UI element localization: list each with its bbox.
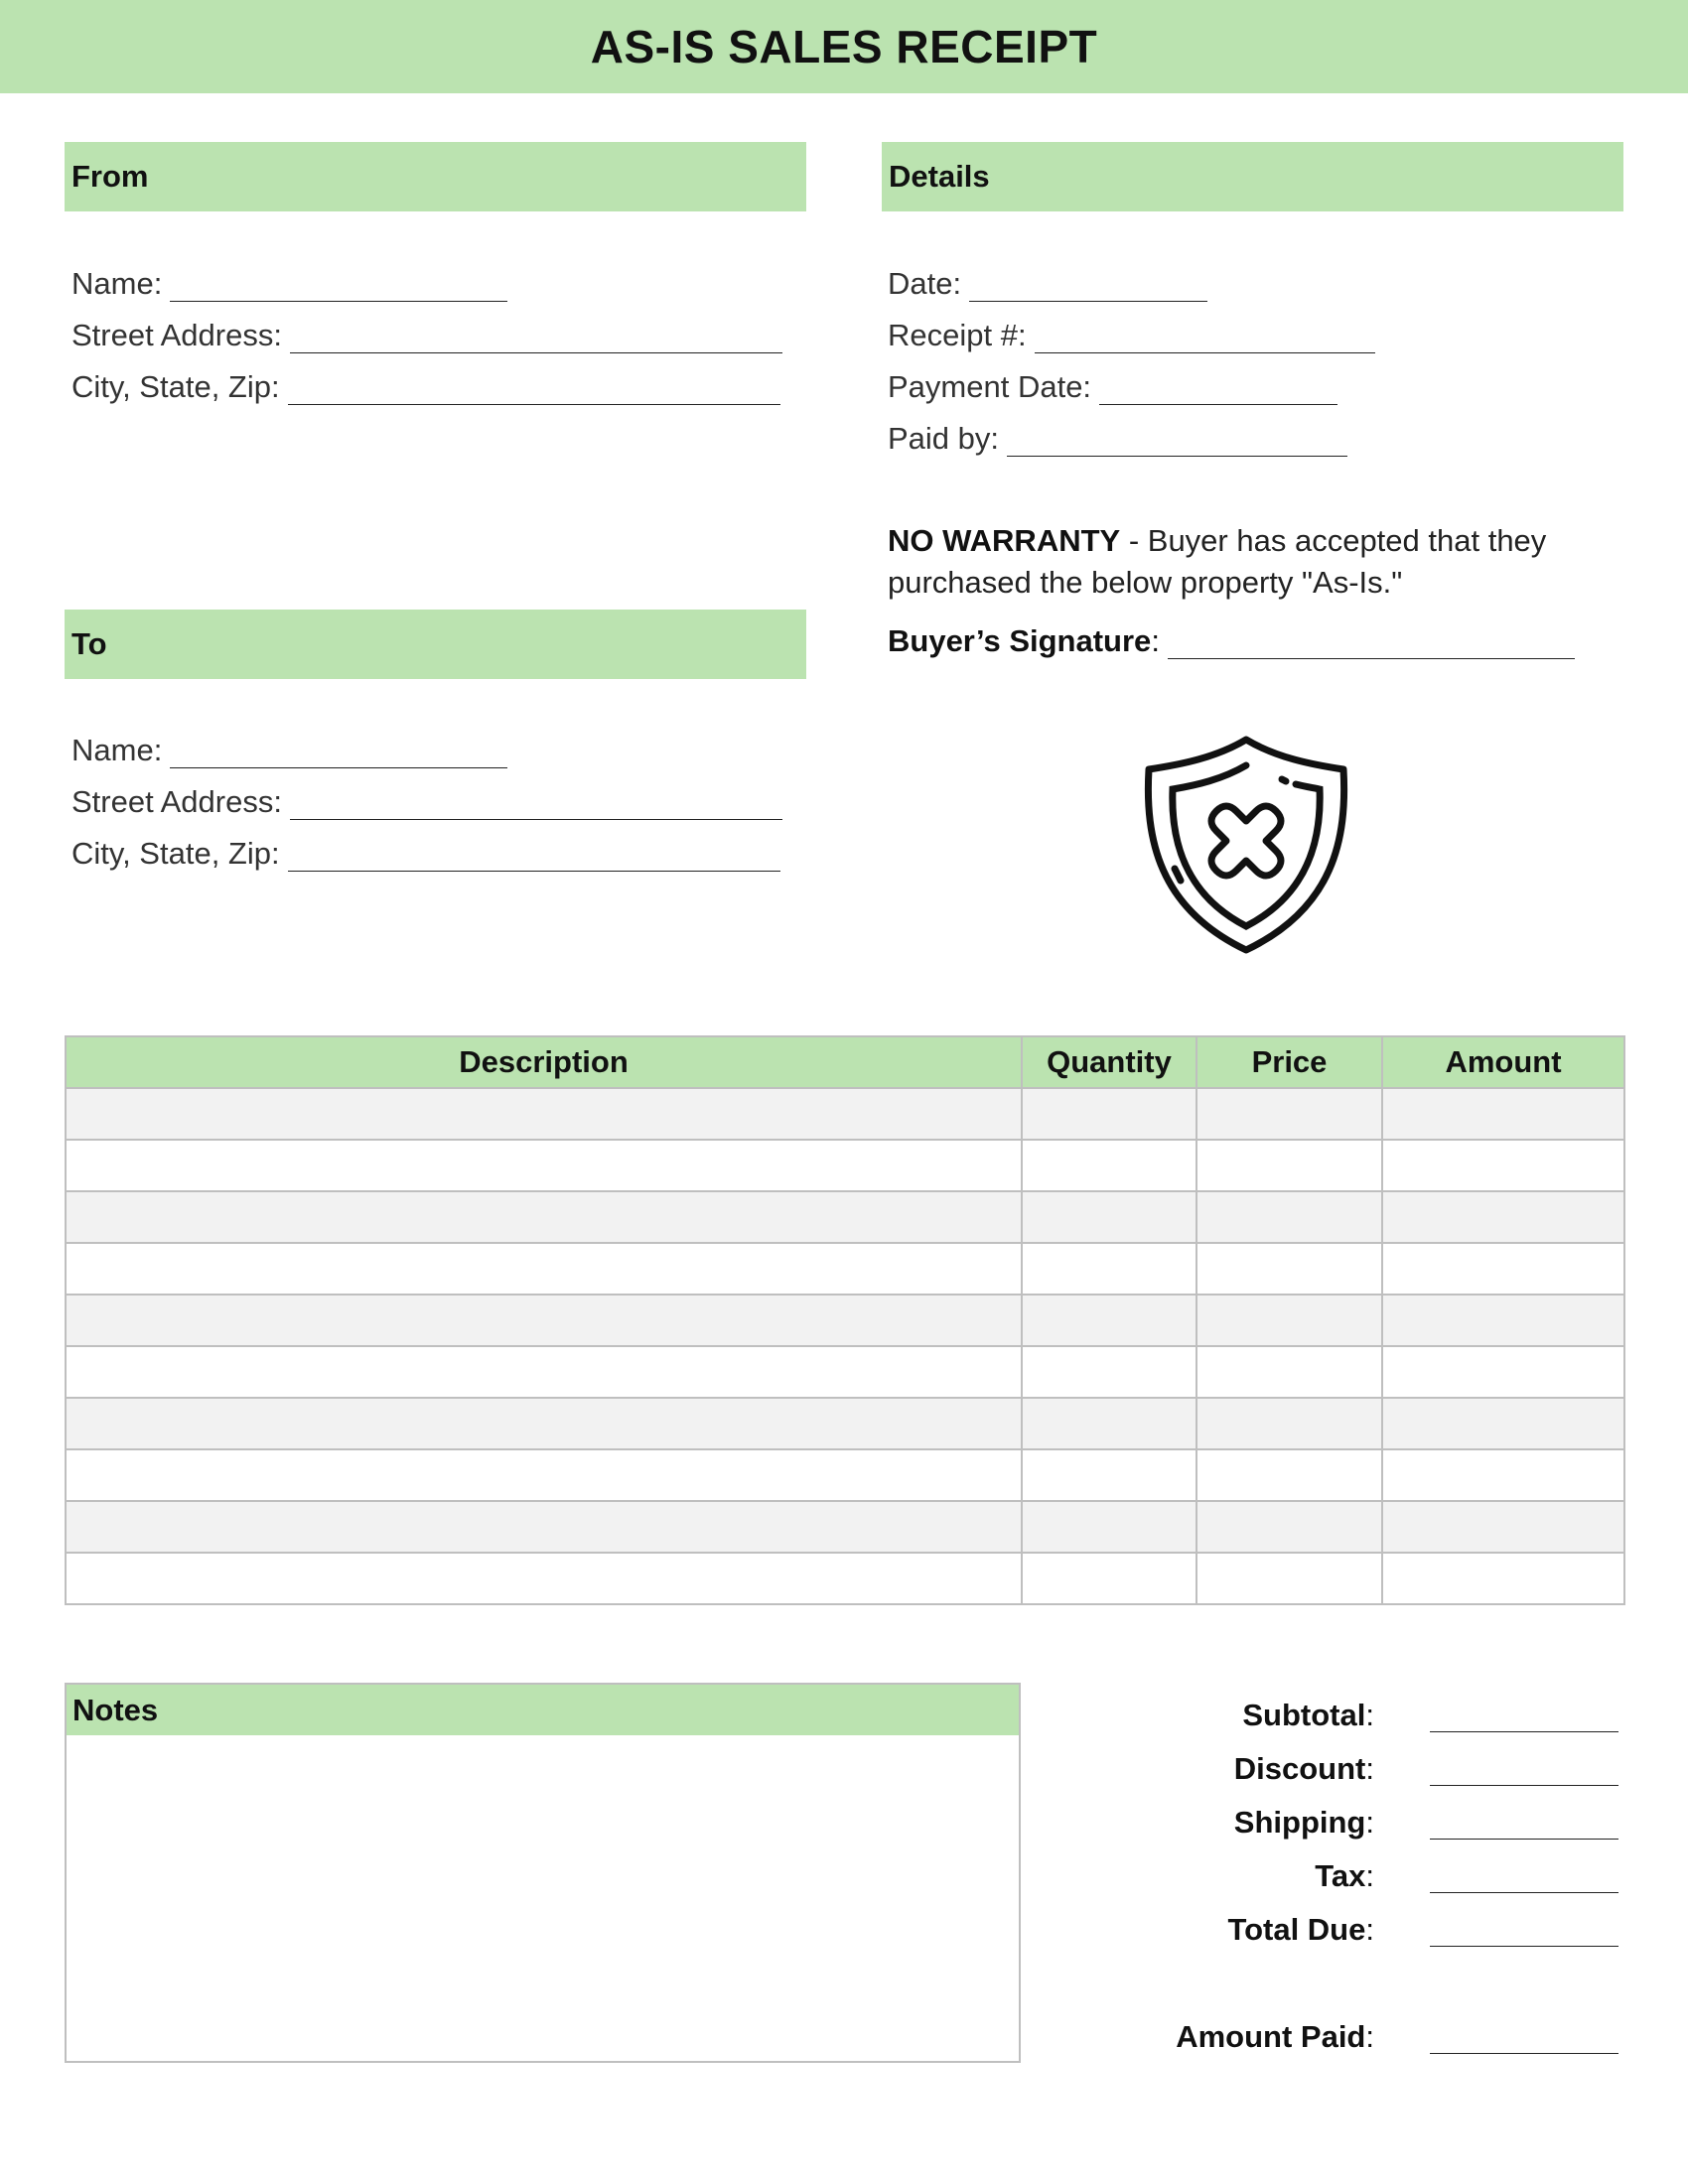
amount-paid-input-line[interactable] <box>1430 2019 1618 2054</box>
table-row <box>66 1191 1624 1243</box>
date-input-line[interactable] <box>969 271 1207 302</box>
table-row <box>66 1501 1624 1553</box>
to-heading-label: To <box>71 626 107 661</box>
receipt-number-input-line[interactable] <box>1035 323 1375 353</box>
title-banner <box>0 0 1688 93</box>
quantity-cell[interactable] <box>1022 1553 1196 1604</box>
price-cell[interactable] <box>1196 1501 1382 1553</box>
tax-label-text: Tax <box>1315 1858 1366 1893</box>
to-city-input-line[interactable] <box>288 841 780 872</box>
from-street-label: Street Address: <box>71 318 282 352</box>
table-row <box>66 1398 1624 1449</box>
to-city-field <box>71 836 780 872</box>
price-cell[interactable] <box>1196 1295 1382 1346</box>
quantity-cell[interactable] <box>1022 1449 1196 1501</box>
price-cell[interactable] <box>1196 1553 1382 1604</box>
quantity-cell[interactable] <box>1022 1088 1196 1140</box>
discount-input-line[interactable] <box>1430 1751 1618 1786</box>
amount-paid-label <box>1176 2019 1374 2055</box>
description-cell[interactable] <box>66 1553 1022 1604</box>
tax-colon: : <box>1365 1858 1374 1893</box>
description-cell[interactable] <box>66 1295 1022 1346</box>
price-cell[interactable] <box>1196 1449 1382 1501</box>
table-row <box>66 1243 1624 1295</box>
quantity-cell[interactable] <box>1022 1191 1196 1243</box>
to-name-label: Name: <box>71 733 163 767</box>
quantity-cell[interactable] <box>1022 1243 1196 1295</box>
page-title: AS-IS SALES RECEIPT <box>590 21 1098 72</box>
warranty-bold: NO WARRANTY <box>888 523 1121 558</box>
to-name-field <box>71 733 507 768</box>
shipping-colon: : <box>1365 1805 1374 1840</box>
table-row <box>66 1553 1624 1604</box>
table-row <box>66 1449 1624 1501</box>
notes-textarea[interactable] <box>65 1735 1021 2063</box>
amount-cell[interactable] <box>1382 1398 1624 1449</box>
col-header-description: Description <box>66 1036 1022 1088</box>
table-row <box>66 1140 1624 1191</box>
table-row <box>66 1295 1624 1346</box>
col-header-amount: Amount <box>1382 1036 1624 1088</box>
from-city-label: City, State, Zip: <box>71 369 280 404</box>
price-cell[interactable] <box>1196 1088 1382 1140</box>
from-street-input-line[interactable] <box>290 323 782 353</box>
shield-x-icon <box>1137 730 1355 958</box>
price-cell[interactable] <box>1196 1398 1382 1449</box>
quantity-cell[interactable] <box>1022 1140 1196 1191</box>
to-city-label: City, State, Zip: <box>71 836 280 871</box>
warranty-text: - Buyer has accepted that they purchased the below property "As-Is." <box>888 523 1547 600</box>
from-street-field <box>71 318 782 353</box>
from-city-input-line[interactable] <box>288 374 780 405</box>
to-street-label: Street Address: <box>71 784 282 819</box>
total-due-colon: : <box>1365 1912 1374 1947</box>
shipping-label-text: Shipping <box>1233 1805 1366 1840</box>
payment-date-input-line[interactable] <box>1099 374 1337 405</box>
quantity-cell[interactable] <box>1022 1501 1196 1553</box>
paid-by-input-line[interactable] <box>1007 426 1347 457</box>
shipping-label <box>1234 1805 1374 1841</box>
price-cell[interactable] <box>1196 1191 1382 1243</box>
table-row <box>66 1346 1624 1398</box>
date-label: Date: <box>888 266 962 301</box>
subtotal-label <box>1242 1698 1374 1733</box>
quantity-cell[interactable] <box>1022 1398 1196 1449</box>
subtotal-label-text: Subtotal <box>1242 1698 1366 1732</box>
details-heading-label: Details <box>889 159 990 194</box>
warranty-statement <box>888 520 1622 604</box>
price-cell[interactable] <box>1196 1346 1382 1398</box>
amount-paid-label-text: Amount Paid <box>1176 2019 1366 2054</box>
price-cell[interactable] <box>1196 1140 1382 1191</box>
details-receipt-field <box>888 318 1375 353</box>
price-cell[interactable] <box>1196 1243 1382 1295</box>
from-heading-label: From <box>71 159 149 194</box>
quantity-cell[interactable] <box>1022 1295 1196 1346</box>
shipping-input-line[interactable] <box>1430 1805 1618 1840</box>
description-cell[interactable] <box>66 1398 1022 1449</box>
amount-paid-colon: : <box>1365 2019 1374 2054</box>
discount-label-text: Discount <box>1233 1751 1366 1786</box>
total-due-label <box>1227 1912 1374 1948</box>
notes-heading <box>65 1683 1021 1737</box>
from-name-input-line[interactable] <box>170 271 507 302</box>
from-city-field <box>71 369 780 405</box>
description-cell[interactable] <box>66 1088 1022 1140</box>
signature-colon: : <box>1151 623 1160 658</box>
discount-label <box>1234 1751 1374 1787</box>
col-header-price: Price <box>1196 1036 1382 1088</box>
payment-date-label: Payment Date: <box>888 369 1092 404</box>
amount-cell[interactable] <box>1382 1553 1624 1604</box>
col-header-quantity: Quantity <box>1022 1036 1196 1088</box>
details-heading <box>882 142 1623 211</box>
signature-label: Buyer’s Signature <box>888 623 1152 658</box>
discount-colon: : <box>1365 1751 1374 1786</box>
details-date-field <box>888 266 1207 302</box>
subtotal-input-line[interactable] <box>1430 1698 1618 1732</box>
to-street-field <box>71 784 782 820</box>
description-cell[interactable] <box>66 1346 1022 1398</box>
to-street-input-line[interactable] <box>290 789 782 820</box>
receipt-number-label: Receipt #: <box>888 318 1027 352</box>
amount-cell[interactable] <box>1382 1140 1624 1191</box>
amount-cell[interactable] <box>1382 1243 1624 1295</box>
description-cell[interactable] <box>66 1501 1022 1553</box>
to-name-input-line[interactable] <box>170 738 507 768</box>
total-due-label-text: Total Due <box>1227 1912 1366 1947</box>
table-row <box>66 1088 1624 1140</box>
amount-cell[interactable] <box>1382 1088 1624 1140</box>
notes-heading-label: Notes <box>72 1692 159 1727</box>
details-payment-date-field <box>888 369 1337 405</box>
amount-cell[interactable] <box>1382 1191 1624 1243</box>
subtotal-colon: : <box>1365 1698 1374 1732</box>
items-table <box>65 1035 1625 1605</box>
to-heading <box>65 610 806 679</box>
description-cell[interactable] <box>66 1243 1022 1295</box>
from-name-field <box>71 266 507 302</box>
quantity-cell[interactable] <box>1022 1346 1196 1398</box>
tax-input-line[interactable] <box>1430 1858 1618 1893</box>
signature-input-line[interactable] <box>1168 628 1575 659</box>
table-header-row <box>66 1036 1624 1088</box>
amount-cell[interactable] <box>1382 1501 1624 1553</box>
description-cell[interactable] <box>66 1449 1022 1501</box>
description-cell[interactable] <box>66 1191 1022 1243</box>
paid-by-label: Paid by: <box>888 421 1000 456</box>
tax-label <box>1315 1858 1374 1894</box>
signature-field <box>888 623 1575 659</box>
from-name-label: Name: <box>71 266 163 301</box>
total-due-input-line[interactable] <box>1430 1912 1618 1947</box>
amount-cell[interactable] <box>1382 1295 1624 1346</box>
description-cell[interactable] <box>66 1140 1022 1191</box>
amount-cell[interactable] <box>1382 1346 1624 1398</box>
amount-cell[interactable] <box>1382 1449 1624 1501</box>
details-paid-by-field <box>888 421 1347 457</box>
from-heading <box>65 142 806 211</box>
